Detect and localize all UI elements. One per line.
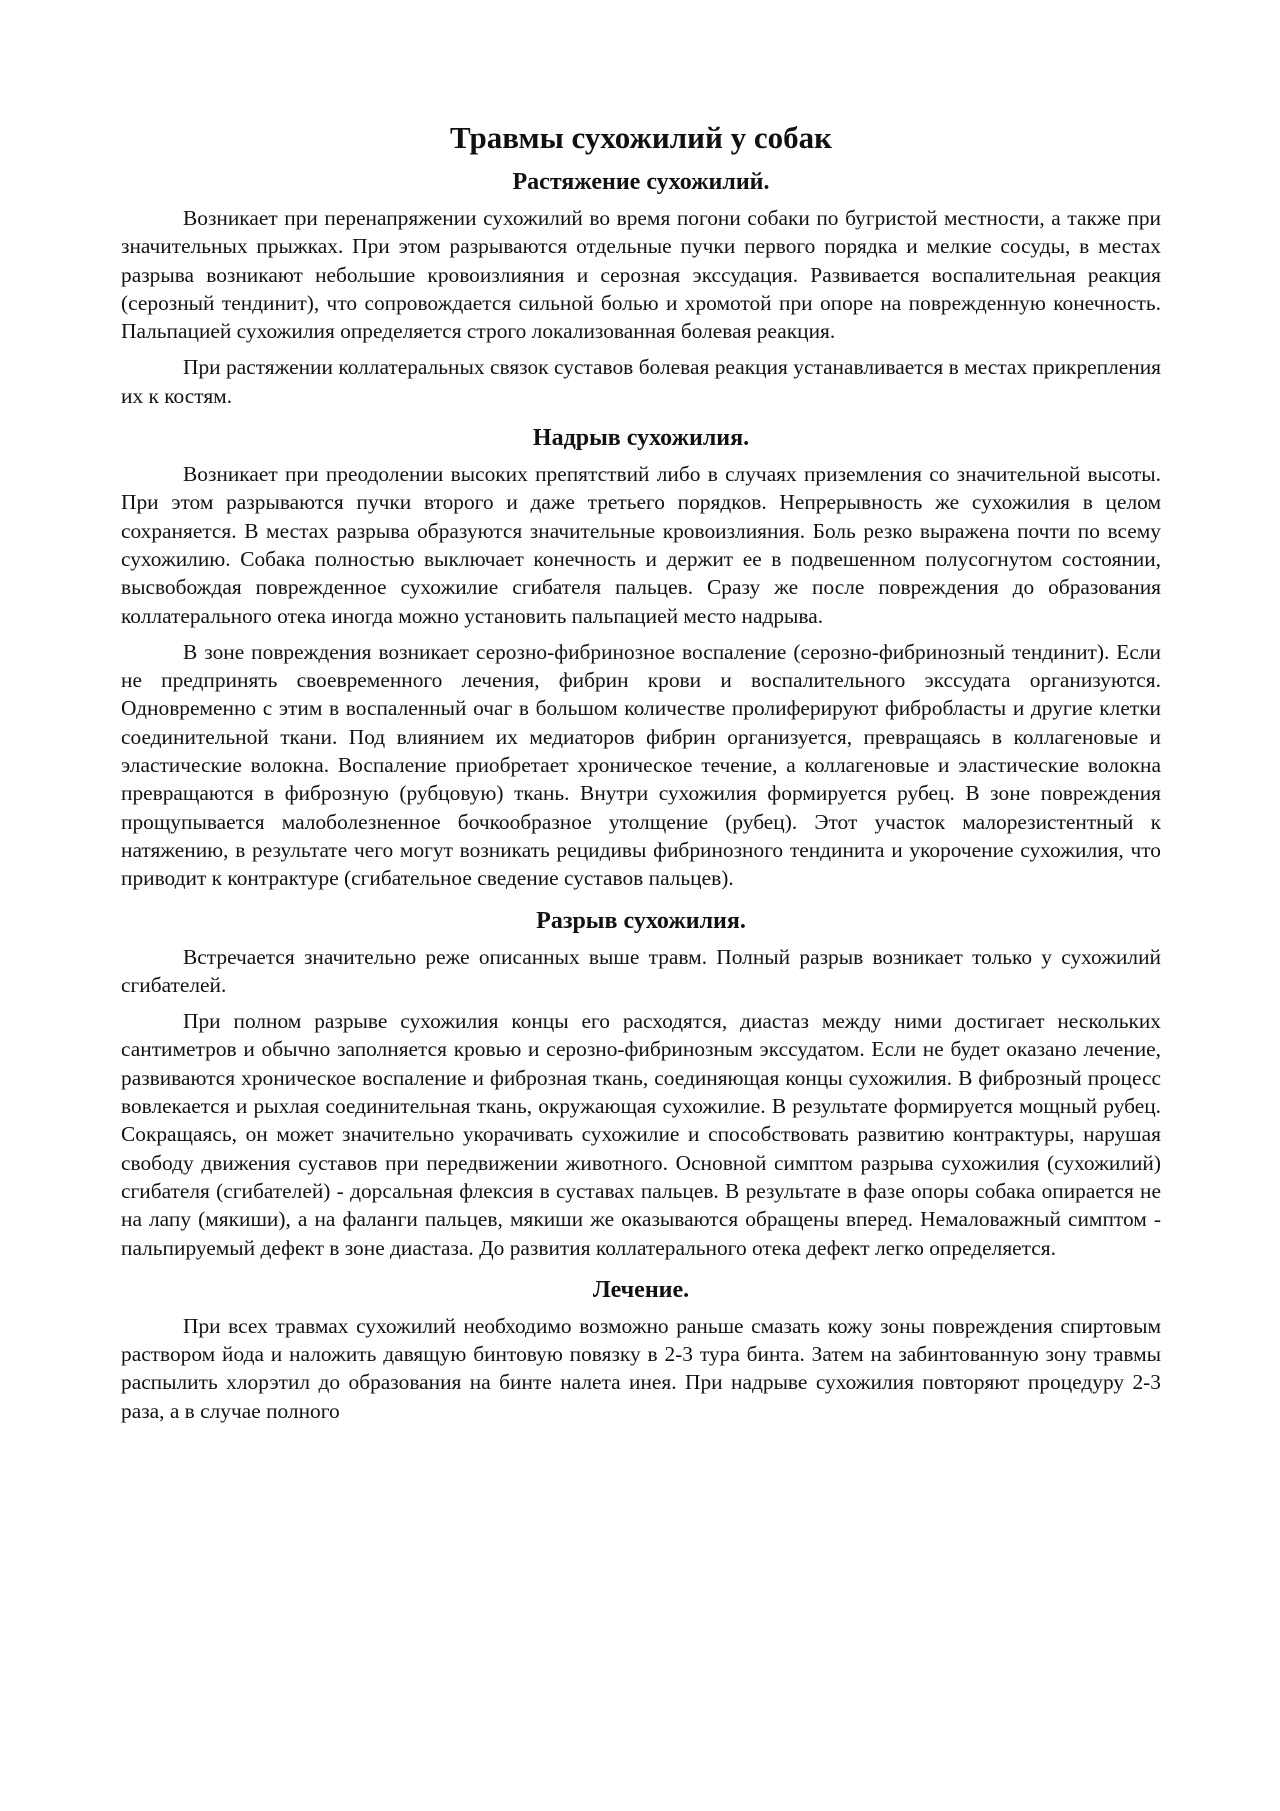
document-title: Травмы сухожилий у собак bbox=[450, 120, 832, 155]
paragraph: При всех травмах сухожилий необходимо возможно раньше смазать кожу зоны повреждения спиртовым раствором йода и наложить давящую бинтовую повязку в 2-3 тура бинта. Затем на забинтованную зону травмы распылить хлорэтил до образования на бинте налета инея. При надрыве сухожилия повторяют процедуру 2-3 раза, а в случае полного bbox=[121, 1313, 1161, 1423]
paragraph: При растяжении коллатеральных связок суставов болевая реакция устанавливается в местах прикрепления их к костям. bbox=[121, 355, 1161, 408]
document-page bbox=[121, 118, 1161, 1433]
section-heading: Разрыв сухожилия. bbox=[536, 907, 746, 934]
section-treatment bbox=[121, 1274, 1161, 1425]
section-partial-tear bbox=[121, 422, 1161, 892]
paragraph: Встречается значительно реже описанных выше травм. Полный разрыв возникает только у сухожилий сгибателей. bbox=[121, 944, 1161, 997]
section-rupture bbox=[121, 905, 1161, 1262]
section-heading: Лечение. bbox=[592, 1276, 690, 1303]
section-sprain bbox=[121, 166, 1161, 410]
section-heading: Растяжение сухожилий. bbox=[512, 169, 770, 195]
paragraph: Возникает при перенапряжении сухожилий во время погони собаки по бугристой местности, а также при значительных прыжках. При этом разрываются отдельные пучки первого порядка и мелкие сосуды, в местах разрыва возникают небольшие кровоизлияния и серозная экссудация. Развивается воспалительная реакция (серозный тендинит), что сопровождается сильной болью и хромотой при опоре на поврежденную конечность. Пальпацией сухожилия определяется строго локализованная болевая реакция. bbox=[121, 206, 1161, 344]
section-heading: Надрыв сухожилия. bbox=[532, 425, 750, 452]
paragraph: При полном разрыве сухожилия концы его расходятся, диастаз между ними достигает нескольких сантиметров и обычно заполняется кровью и серозно-фибринозным экссудатом. Если не будет оказано лечение, развиваются хроническое воспаление и фиброзная ткань, соединяющая концы сухожилия. В фиброзный процесс вовлекается и рыхлая соединительная ткань, окружающая сухожилие. В результате формируется мощный рубец. Сокращаясь, он может значительно укорачивать сухожилие и способствовать развитию контрактуры, нарушая свободу движения суставов при передвижении животного. Основной симптом разрыва сухожилия (сухожилий) сгибателя (сгибателей) - дорсальная флексия в суставах пальцев. В результате в фазе опоры собака опирается не на лапу (мякиши), а на фаланги пальцев, мякиши же оказываются обращены вперед. Немаловажный симптом - пальпируемый дефект в зоне диастаза. До развития коллатерального отека дефект легко определяется. bbox=[121, 1009, 1161, 1260]
paragraph: В зоне повреждения возникает серозно-фибринозное воспаление (серозно-фибринозный тендинит). Если не предпринять своевременного лечения, фибрин крови и воспалительного экссудата организуются. Одновременно с этим в воспаленный очаг в большом количестве пролиферируют фибробласты и другие клетки соединительной ткани. Под влиянием их медиаторов фибрин организуется, превращаясь в коллагеновые и эластические волокна. Воспаление приобретает хроническое течение, а коллагеновые и эластические волокна превращаются в фиброзную (рубцовую) ткань. Внутри сухожилия формируется рубец. В зоне повреждения прощупывается малоболезненное бочкообразное утолщение (рубец). Этот участок малорезистентный к натяжению, в результате чего могут возникать рецидивы фибринозного тендинита и укорочение сухожилия, что приводит к контрактуре (сгибательное сведение суставов пальцев). bbox=[121, 639, 1161, 891]
paragraph: Возникает при преодолении высоких препятствий либо в случаях приземления со значительной высоты. При этом разрываются пучки второго и даже третьего порядков. Непрерывность же сухожилия в целом сохраняется. В местах разрыва образуются значительные кровоизлияния. Боль резко выражена почти по всему сухожилию. Собака полностью выключает конечность и держит ее в подвешенном полусогнутом состоянии, высвобождая поврежденное сухожилие сгибателя пальцев. Сразу же после повреждения до образования коллатерального отека иногда можно установить пальпацией место надрыва. bbox=[121, 462, 1161, 628]
